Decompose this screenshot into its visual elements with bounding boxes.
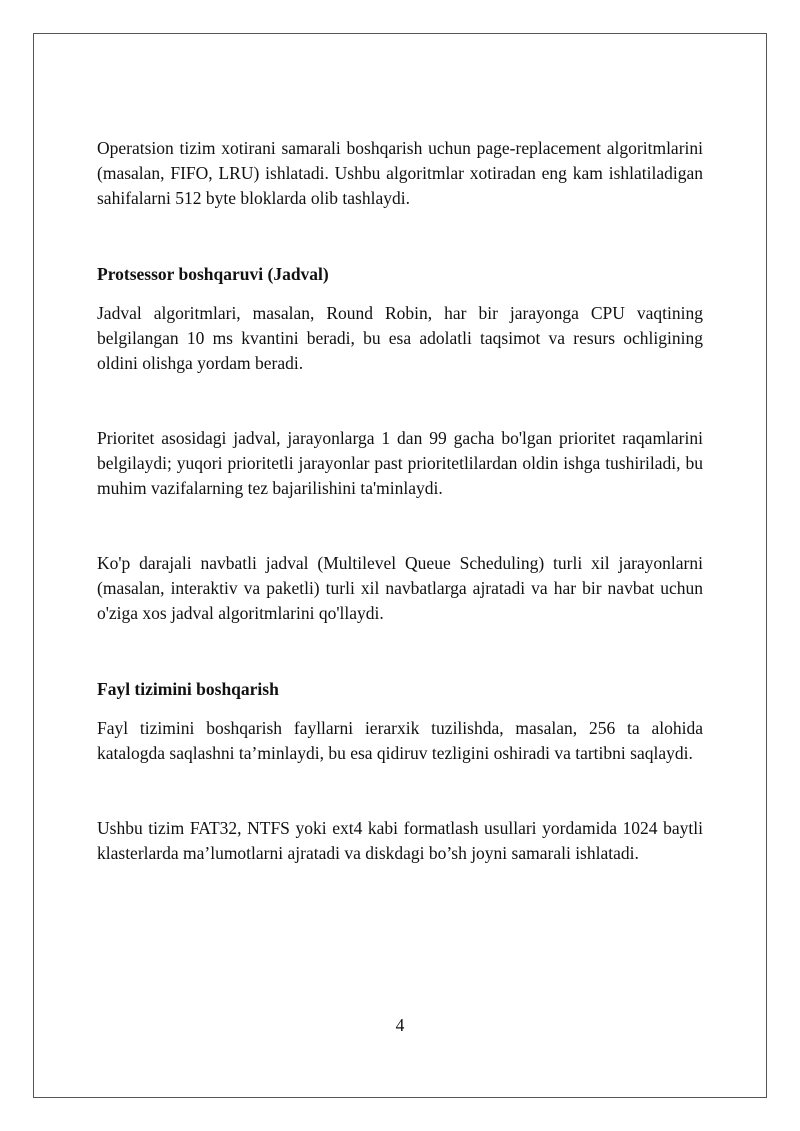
heading-file-system-management: Fayl tizimini boshqarish bbox=[97, 679, 279, 699]
paragraph-file-system-formats: Ushbu tizim FAT32, NTFS yoki ext4 kabi formatlash usullari yordamida 1024 baytli klasterlarda ma’lumotlarni ajratadi va diskdagi bo’sh joyni samarali ishlatadi. bbox=[97, 818, 703, 863]
heading-processor-management: Protsessor boshqaruvi (Jadval) bbox=[97, 264, 329, 284]
paragraph-multilevel-queue: Ko'p darajali navbatli jadval (Multilevel Queue Scheduling) turli xil jarayonlarni (masalan, interaktiv va paketli) turli xil navbatlarga ajratadi va har bir navbat uchun o'ziga xos jadval algoritmlarini qo'llaydi. bbox=[97, 553, 703, 623]
paragraph-round-robin: Jadval algoritmlari, masalan, Round Robin, har bir jarayonga CPU vaqtining belgilangan 10 ms kvantini beradi, bu esa adolatli taqsimot va resurs ochligining oldini olishga yordam beradi. bbox=[97, 303, 703, 373]
paragraph-priority-scheduling: Prioritet asosidagi jadval, jarayonlarga 1 dan 99 gacha bo'lgan prioritet raqamlarini belgilaydi; yuqori prioritetli jarayonlar past prioritetlilardan oldin ishga tushiriladi, bu muhim vazifalarning tez bajarilishini ta'minlaydi. bbox=[97, 428, 703, 498]
paragraph-memory-management: Operatsion tizim xotirani samarali boshqarish uchun page-replacement algoritmlarini (masalan, FIFO, LRU) ishlatadi. Ushbu algoritmlar xotiradan eng kam ishlatiladigan sahifalarni 512 byte bloklarda olib tashlaydi. bbox=[97, 138, 703, 208]
paragraph-file-hierarchy: Fayl tizimini boshqarish fayllarni ierarxik tuzilishda, masalan, 256 ta alohida katalogda saqlashni ta’minlaydi, bu esa qidiruv tezligini oshiradi va tartibni saqlaydi. bbox=[97, 718, 703, 763]
page-number: 4 bbox=[395, 1015, 405, 1035]
page-content bbox=[97, 136, 703, 866]
